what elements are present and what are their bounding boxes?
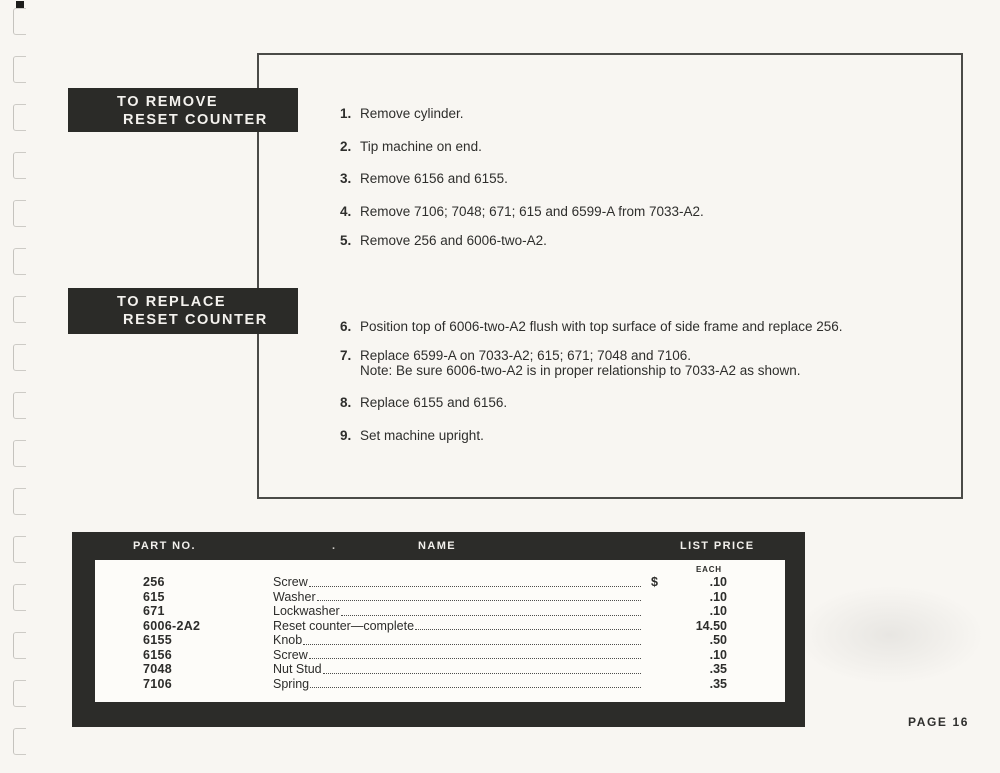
table-row: [95, 662, 785, 677]
part-no-cell: 7048: [143, 662, 173, 676]
part-name: Screw: [273, 647, 308, 662]
step-1: [340, 107, 940, 122]
price-cell: [643, 677, 727, 692]
step-text: Remove 6156 and 6155.: [360, 171, 508, 186]
table-row: [95, 575, 785, 590]
table-row: [95, 633, 785, 648]
name-cell: [273, 633, 643, 648]
binding-mark: [13, 344, 26, 371]
step-number: 1.: [340, 106, 352, 121]
binding-mark: [13, 488, 26, 515]
step-note: Note: Be sure 6006-two-A2 is in proper relationship to 7033-A2 as shown.: [360, 363, 801, 378]
price-value: .10: [709, 575, 727, 589]
price-value: 14.50: [695, 618, 727, 633]
step-text: Tip machine on end.: [360, 139, 482, 154]
price-value: .10: [709, 589, 727, 604]
price-cell: [643, 604, 727, 619]
step-8: [340, 396, 940, 411]
step-text: Remove 256 and 6006-two-A2.: [360, 233, 547, 248]
step-2: [340, 140, 940, 155]
scan-smudge: [795, 585, 985, 685]
step-6: [340, 320, 940, 335]
step-number: 5.: [340, 233, 352, 248]
step-number: 2.: [340, 139, 352, 154]
section-title-line1: TO REPLACE: [117, 294, 227, 310]
parts-price-table: [72, 532, 805, 727]
dot-leader: [323, 662, 641, 674]
price-cell: [643, 648, 727, 663]
price-cell: [643, 662, 727, 677]
name-cell: [273, 619, 643, 634]
price-cell: [643, 590, 727, 605]
dot-leader: [303, 633, 641, 645]
part-name: Washer: [273, 589, 316, 604]
part-no-cell: 7106: [143, 676, 173, 691]
step-text: Set machine upright.: [360, 428, 484, 443]
page-number: PAGE 16: [908, 715, 969, 729]
step-9: [340, 429, 940, 444]
dot-leader: [310, 677, 641, 689]
price-cell: [643, 619, 727, 634]
name-cell: [273, 677, 643, 692]
binding-mark: [13, 296, 26, 323]
step-text: Replace 6155 and 6156.: [360, 395, 508, 410]
part-name: Nut Stud: [273, 662, 322, 676]
column-header-name: NAME: [418, 540, 456, 552]
table-header-row: [72, 532, 805, 560]
price-value: .35: [709, 662, 727, 676]
step-text: Remove 7106; 7048; 671; 615 and 6599-A from 7033-A2.: [360, 204, 704, 219]
table-body-panel: [95, 560, 785, 702]
dot-leader: [309, 575, 641, 587]
part-name: Screw: [273, 575, 308, 589]
spiral-binding-marks: [0, 0, 40, 773]
header-separator-dot: .: [332, 540, 337, 552]
step-number: 4.: [340, 204, 352, 219]
currency-sign: $: [651, 575, 658, 589]
step-5: [340, 234, 940, 249]
each-label: EACH: [696, 565, 722, 574]
price-value: .50: [709, 633, 727, 647]
step-7: [340, 349, 940, 379]
step-text: Replace 6599-A on 7033-A2; 615; 671; 7048 and 7106.: [360, 348, 692, 363]
part-no-cell: 6155: [143, 633, 173, 647]
step-text: Remove cylinder.: [360, 106, 464, 121]
binding-mark: [13, 56, 26, 83]
section-title-remove: [68, 88, 298, 132]
binding-mark: [13, 200, 26, 227]
price-value: .35: [709, 676, 727, 691]
binding-mark: [13, 728, 26, 755]
dot-leader: [415, 619, 641, 631]
binding-mark: [13, 536, 26, 563]
table-row: [95, 604, 785, 619]
column-header-part-no: PART NO.: [133, 540, 196, 552]
section-title-line2: RESET COUNTER: [123, 312, 268, 328]
step-number: 3.: [340, 171, 352, 186]
binding-mark: [13, 152, 26, 179]
table-row: [95, 677, 785, 692]
name-cell: [273, 575, 643, 590]
dot-leader: [341, 604, 641, 616]
table-row: [95, 648, 785, 663]
part-name: Knob: [273, 633, 303, 647]
name-cell: [273, 604, 643, 619]
part-no-cell: 6156: [143, 647, 173, 662]
part-name: Spring: [273, 676, 310, 691]
step-text: Position top of 6006-two-A2 flush with top surface of side frame and replace 256.: [360, 319, 843, 334]
step-4: [340, 205, 940, 220]
price-value: .10: [709, 604, 727, 618]
part-no-cell: 6006-2A2: [143, 618, 201, 633]
name-cell: [273, 648, 643, 663]
binding-mark: [13, 392, 26, 419]
binding-mark: [13, 584, 26, 611]
name-cell: [273, 662, 643, 677]
step-number: 6.: [340, 319, 352, 334]
price-value: .10: [709, 647, 727, 662]
part-no-cell: 615: [143, 589, 165, 604]
part-name: Lockwasher: [273, 604, 340, 618]
table-row: [95, 619, 785, 634]
part-no-cell: 671: [143, 604, 165, 618]
step-number: 7.: [340, 348, 352, 363]
section-title-line1: TO REMOVE: [117, 94, 219, 110]
part-name: Reset counter—complete: [273, 618, 415, 633]
binding-mark: [13, 440, 26, 467]
step-text-block: [360, 349, 801, 379]
price-cell: [643, 633, 727, 648]
section-title-replace: [68, 288, 298, 334]
step-3: [340, 172, 940, 187]
binding-mark: [13, 632, 26, 659]
dot-leader: [309, 648, 641, 660]
binding-mark: [13, 8, 26, 35]
price-cell: [643, 575, 727, 590]
section-title-line2: RESET COUNTER: [123, 112, 268, 128]
dot-leader: [317, 590, 641, 602]
step-number: 8.: [340, 395, 352, 410]
column-header-list-price: LIST PRICE: [680, 540, 755, 552]
table-rows: [95, 575, 785, 691]
step-number: 9.: [340, 428, 352, 443]
name-cell: [273, 590, 643, 605]
table-row: [95, 590, 785, 605]
binding-mark: [13, 248, 26, 275]
part-no-cell: 256: [143, 575, 165, 589]
binding-mark: [13, 104, 26, 131]
binding-mark: [13, 680, 26, 707]
